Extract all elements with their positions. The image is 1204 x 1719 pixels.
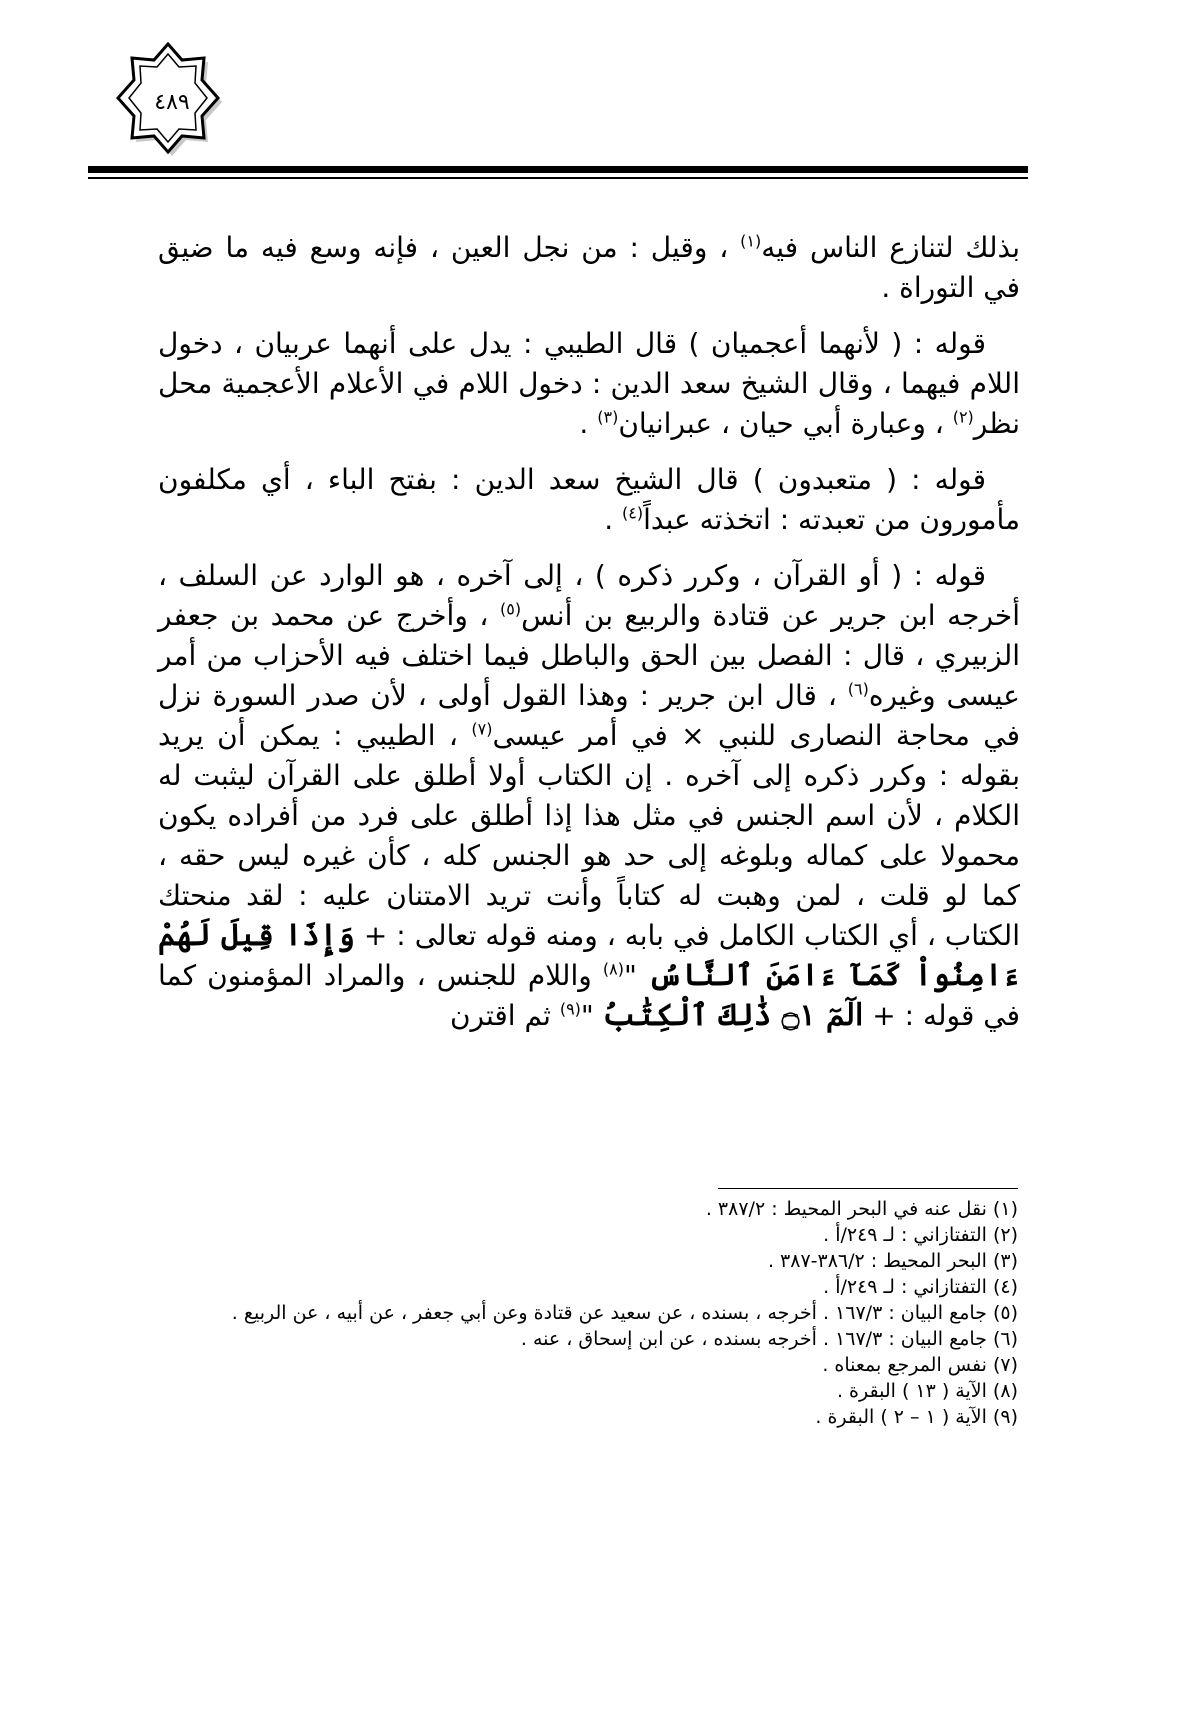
footnote-ref-1: (١): [740, 231, 762, 251]
header-rule-thin: [88, 177, 1028, 179]
footnote-ref-4: (٤): [622, 503, 644, 523]
footnote-ref-9: (٩): [559, 999, 581, 1019]
footnote-separator: [718, 1188, 1018, 1189]
footnotes: [150, 1196, 1018, 1430]
paragraph-4: [158, 556, 1020, 1036]
paragraph-3: [158, 460, 1020, 540]
footnote-1: (١) نقل عنه في البحر المحيط : ٣٨٧/٢ .: [705, 1198, 1018, 1220]
text-run: ، وقيل : من نجل العين ، فإنه وسع فيه ما ضيق في التوراة .: [158, 231, 1020, 304]
text-run: واللام للجنس ، والمراد المؤمنون كما في قوله : +: [158, 959, 1020, 1032]
footnote-3: (٣) البحر المحيط : ٣٨٦/٢-٣٨٧ .: [767, 1250, 1018, 1272]
text-run: ، قال ابن جرير : وهذا القول أولى ، لأن صدر السورة نزل في محاجة النصارى للنبي × في أمر عيسى: [158, 679, 1020, 752]
footnote-7: (٧) نفس المرجع بمعناه .: [822, 1354, 1018, 1376]
main-text: [158, 228, 1020, 1052]
footnote-ref-6: (٦): [847, 679, 869, 699]
footnote-ref-7: (٧): [471, 719, 493, 739]
footnote-ref-8: (٨): [602, 959, 624, 979]
footnote-4: (٤) التفتازاني : لـ ٢٤٩/أ .: [823, 1276, 1018, 1298]
text-run: قوله : ( لأنهما أعجميان ) قال الطيبي : يدل على أنهما عربيان ، دخول اللام فيهما ، وقال الشيخ سعد الدين : دخول اللام في الأعلام الأعجمية محل نظر: [158, 327, 1020, 440]
text-run: ": [580, 999, 603, 1032]
text-run: .: [579, 407, 598, 440]
text-run: قوله : ( أو القرآن ، وكرر ذكره ) ، إلى آخره ، هو الوارد عن السلف ، أخرجه ابن جرير عن قتادة والربيع بن أنس: [158, 559, 1020, 632]
text-run: ، الطيبي : يمكن أن يريد بقوله : وكرر ذكره إلى آخره . إن الكتاب أولا أطلق على القرآن ليثبت له الكلام ، لأن اسم الجنس في مثل هذا إذا أطلق على فرد من أفراده يكون محمولا على كماله وبلوغه إلى حد هو الجنس كله ، كأن غيره ليس حقه ، كما لو قلت ، لمن وهبت له كتاباً وأنت تريد الامتنان عليه : لقد منحتك الكتاب ، أي الكتاب الكامل في بابه ، ومنه قوله تعالى : +: [158, 719, 1020, 952]
text-run: بذلك لتنازع الناس فيه: [761, 231, 1020, 264]
text-run: .: [604, 503, 623, 536]
footnote-ref-5: (٥): [499, 599, 522, 619]
quran-verse-2: الٓمٓ ۝١ ذَٰلِكَ ٱلْكِتَٰبُ: [602, 998, 864, 1033]
text-run: ، وعبارة أبي حيان ، عبرانيان: [618, 407, 953, 440]
footnote-8: (٨) الآية ( ١٣ ) البقرة .: [836, 1380, 1018, 1402]
footnote-6: (٦) جامع البيان : ١٦٧/٣ . أخرجه بسنده ، عن ابن إسحاق ، عنه .: [520, 1328, 1018, 1350]
page-number-badge: [106, 42, 238, 162]
text-run: قوله : ( متعبدون ) قال الشيخ سعد الدين : بفتح الباء ، أي مكلفون مأمورون من تعبدته : اتخذته عبداً: [158, 463, 1020, 536]
footnote-5: (٥) جامع البيان : ١٦٧/٣ . أخرجه ، بسنده ، عن سعيد عن قتادة وعن أبي جعفر ، عن أبيه ، عن الربيع .: [231, 1302, 1018, 1324]
footnote-ref-3: (٣): [597, 407, 619, 427]
footnote-ref-2: (٢): [952, 407, 974, 427]
text-run: ثم اقترن: [449, 999, 560, 1032]
footnote-9: (٩) الآية ( ١ – ٢ ) البقرة .: [815, 1406, 1018, 1428]
text-run: ": [623, 959, 648, 992]
page-number: ٤٨٩: [154, 89, 190, 115]
paragraph-2: [158, 324, 1020, 444]
text-run: ، وأخرج عن محمد بن جعفر الزبيري ، قال : الفصل بين الحق والباطل فيما اختلف فيه الأحزاب من أمر عيسى وغيره: [158, 599, 1020, 712]
footnote-2: (٢) التفتازاني : لـ ٢٤٩/أ .: [823, 1224, 1018, 1246]
header-rule-thick: [88, 166, 1028, 173]
quran-verse-1: وَإِذَا قِيلَ لَهُمْ ءَامِنُواْ كَمَآ ءَامَنَ ٱلنَّاسُ: [158, 918, 1020, 993]
paragraph-1: [158, 228, 1020, 308]
